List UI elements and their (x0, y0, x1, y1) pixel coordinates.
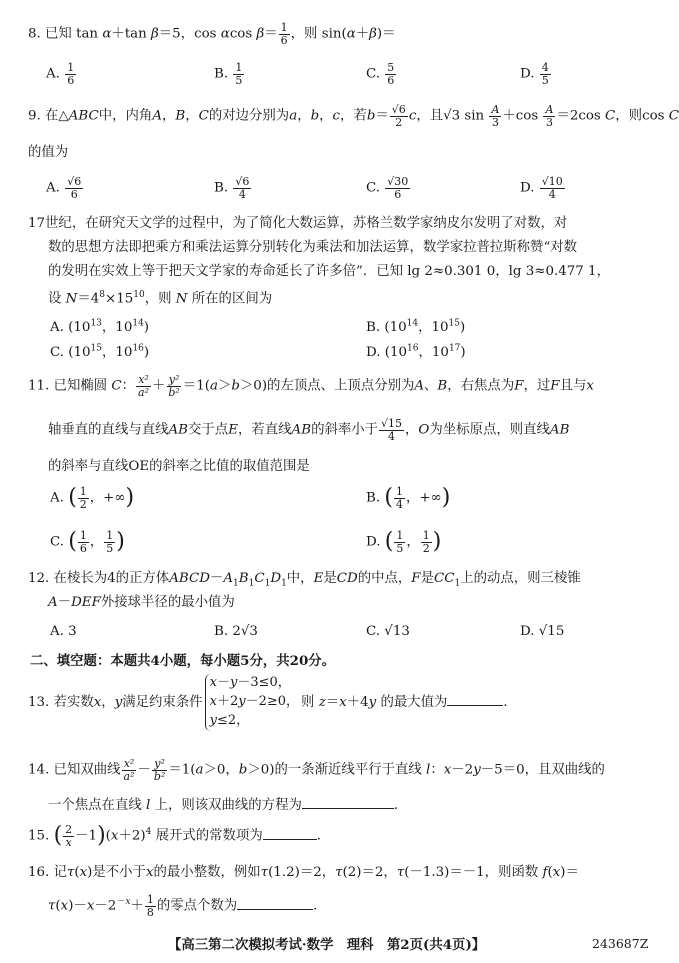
q8-option-a: A. $\frac{1}{6}$ (46, 61, 75, 87)
page-footer: 【高三第二次模拟考试·数学 理科 第2页(共4页)】 (168, 937, 486, 953)
q11-option-d: D. ( $\frac{1}{5}$ ， $\frac{1}{2}$ ) (366, 529, 442, 555)
q11-option-a: A. ( $\frac{1}{2}$ ，+∞) (50, 485, 135, 511)
question-8: 8. 已知 tan α＋tan β＝5，cos αcos β＝ $\frac{1}{6}$ ，则 sin(α＋β)＝ (28, 21, 396, 47)
question-14-line1: 14. 已知双曲线 $\frac{\text{x²}}{\text{a²}}$ － $\frac{\text{y²}}{\text{b²}}$ ＝1(a＞0，b＞0)的一条渐近线平行于直线 l：x－2y－5＝0，且双曲线的 (28, 757, 605, 783)
question-11-line3: 的斜率与直线OE的斜率之比值的取值范围是 (48, 459, 310, 474)
q8-option-d: D. $\frac{4}{5}$ (520, 61, 549, 87)
q10-option-c: C. ($10^{15}$，$10^{16}$) (50, 343, 150, 360)
question-16-line2: $\tau(x)-x-2^{-x}+$ $\frac{1}{8}$ 的零点个数为 ． (48, 893, 327, 919)
q12-option-d: D. √15 (520, 624, 565, 639)
q8-option-b: B. $\frac{1}{5}$ (214, 61, 243, 87)
q9-option-d: D. $\frac{√10}{4}$ (520, 175, 563, 201)
q12-option-c: C. √13 (366, 624, 410, 639)
q8-option-c: C. $\frac{5}{6}$ (366, 61, 395, 87)
section-2-heading: 二、填空题：本题共4小题，每小题5分，共20分。 (30, 653, 336, 669)
q10-option-b: B. ($10^{14}$，$10^{15}$) (366, 318, 466, 335)
q12-option-b: B. 2√3 (214, 624, 258, 639)
q10-option-d: D. ($10^{16}$，$10^{17}$) (366, 343, 466, 360)
q9-option-c: C. $\frac{√30}{6}$ (366, 175, 409, 201)
question-9-line2: 的值为 (28, 145, 69, 160)
question-10-line3: 的发明在实效上等于把天文学家的寿命延长了许多倍”．已知 lg 2≈0.301 0，lg 3≈0.477 1， (48, 264, 610, 279)
exam-code: 243687Z (592, 936, 649, 951)
question-13: 13. 若实数x，y满足约束条件x－y－3≤0， x＋2y－2≥0， y≤2，则 z＝x＋4y 的最大值为 ． (28, 674, 651, 731)
q9-option-b: B. $\frac{√6}{4}$ (214, 175, 250, 201)
q9-option-a: A. $\frac{√6}{6}$ (46, 175, 82, 201)
q11-option-c: C. ( $\frac{1}{6}$ ， $\frac{1}{5}$ ) (50, 529, 125, 555)
question-16-line1: 16. 记τ(x)是不小于x的最小整数，例如τ(1.2)＝2，τ(2)＝2，τ(－1.3)＝－1，则函数 f(x)＝ (28, 865, 579, 880)
question-12-line2: A－DEF外接球半径的最小值为 (48, 595, 235, 610)
q11-option-b: B. ( $\frac{1}{4}$ ，+∞) (366, 485, 451, 511)
q10-option-a: A. ($10^{13}$，$10^{14}$) (50, 318, 150, 335)
question-11-line1: 11. 已知椭圆 C： $\frac{\text{x²}}{\text{a²}}$ ＋ $\frac{\text{y²}}{\text{b²}}$ ＝1(a＞b＞0)的左顶点、上顶点分别为A、B，右焦点为F，过F且与x (28, 373, 594, 399)
question-14-line2: 一个焦点在直线 l 上，则该双曲线的方程为 ． (48, 798, 408, 813)
question-15: 15. ( $\frac{2}{x}$ $-1)(x+2)^4$ 展开式的常数项为 ． (28, 823, 331, 849)
question-9: 9. 在△ABC中，内角A，B，C的对边分别为a，b，c，若b＝ $\frac{√6}{2}$ c，且√3 sin $\frac{A}{3}$ ＋cos $\frac{A}{3}$ ＝2cos C，则cos C (28, 103, 679, 129)
q12-option-a: A. 3 (50, 624, 77, 639)
question-10-line1: 17世纪，在研究天文学的过程中，为了简化大数运算，苏格兰数学家纳皮尔发明了对数，对 (28, 216, 568, 231)
question-11-line2: 轴垂直的直线与直线AB交于点E，若直线AB的斜率小于 $\frac{√15}{4}$ ，O为坐标原点，则直线AB (48, 417, 570, 443)
question-12-line1: 12. 在棱长为4的正方体$ABCD-A_1B_1C_1D_1$中，E是CD的中点，F是$CC_1$上的动点，则三棱锥 (28, 571, 581, 589)
question-10-line2: 数的思想方法即把乘方和乘法运算分别转化为乘法和加法运算，数学家拉普拉斯称赞“对数 (48, 240, 578, 255)
question-10-line4: 设 $N=4^8\times 15^{10}$，则 N 所在的区间为 (48, 290, 273, 307)
